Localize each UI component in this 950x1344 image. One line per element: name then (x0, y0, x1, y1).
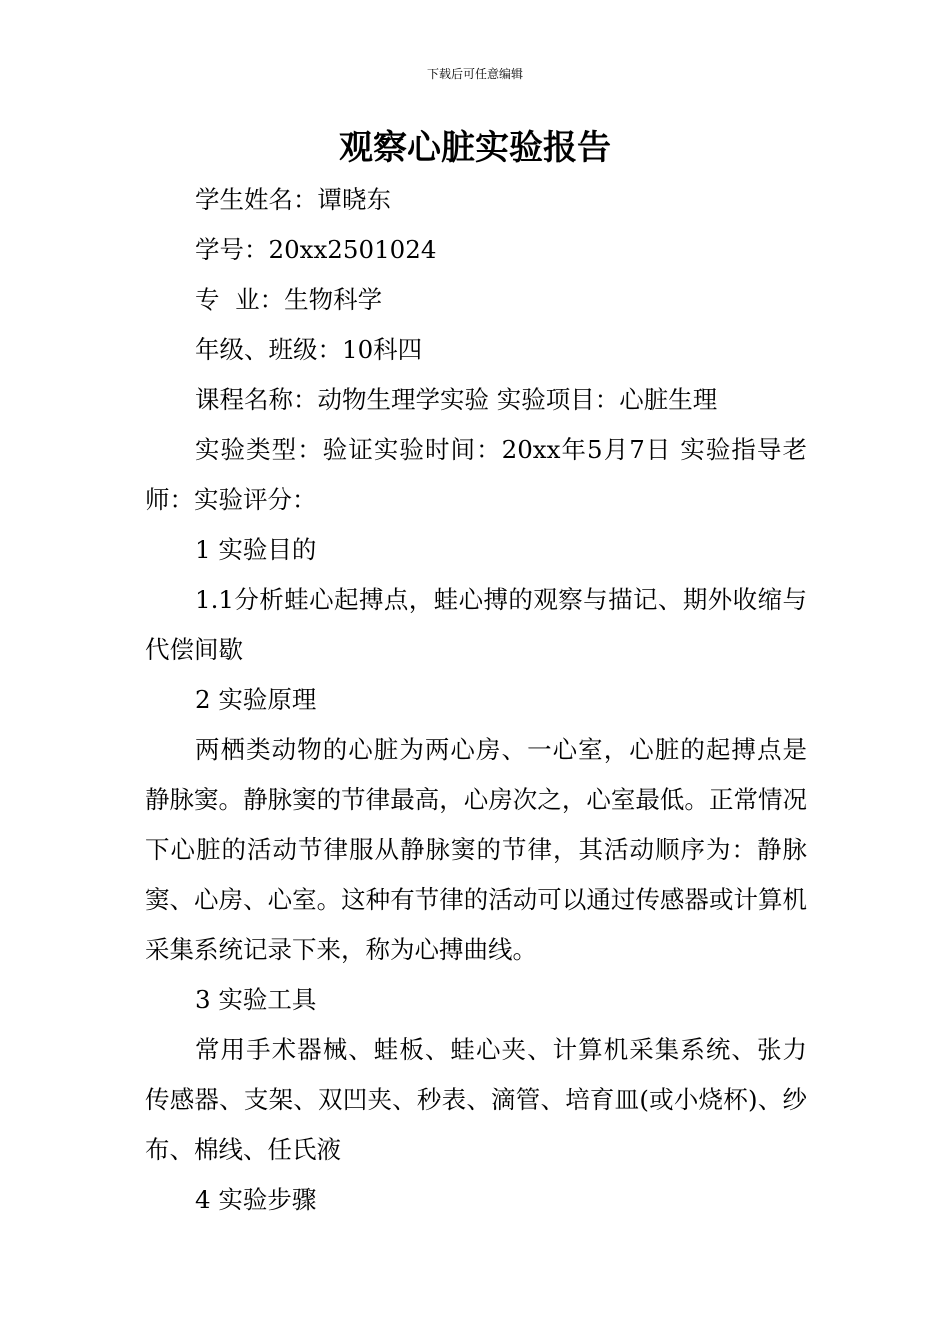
major-line: 专 业：生物科学 (195, 285, 383, 314)
student-id-line: 学号：20xx2501024 (195, 235, 437, 264)
purpose-paragraph: 1.1分析蛙心起搏点，蛙心搏的观察与描记、期外收缩与代偿间歇 (145, 585, 807, 664)
document-body (145, 175, 807, 1225)
section-heading-purpose: 1 实验目的 (195, 535, 317, 564)
experiment-info-line: 实验类型：验证实验时间：20xx年5月7日 实验指导老师：实验评分： (145, 435, 807, 514)
student-name-line: 学生姓名：谭晓东 (195, 185, 391, 214)
section-heading-tools: 3 实验工具 (195, 985, 317, 1014)
grade-class-line: 年级、班级：10科四 (195, 335, 423, 364)
page-title: 观察心脏实验报告 (339, 128, 611, 168)
course-line: 课程名称：动物生理学实验 实验项目：心脏生理 (195, 385, 718, 414)
section-heading-principle: 2 实验原理 (195, 685, 317, 714)
section-heading-steps: 4 实验步骤 (195, 1185, 317, 1214)
principle-paragraph: 两栖类动物的心脏为两心房、一心室，心脏的起搏点是静脉窦。静脉窦的节律最高，心房次之，心室最低。正常情况下心脏的活动节律服从静脉窦的节律，其活动顺序为：静脉窦、心房、心室。这种有节律的活动可以通过传感器或计算机采集系统记录下来，称为心搏曲线。 (145, 735, 807, 964)
header-note: 下载后可任意编辑 (426, 67, 523, 81)
tools-paragraph: 常用手术器械、蛙板、蛙心夹、计算机采集系统、张力传感器、支架、双凹夹、秒表、滴管、培育皿(或小烧杯)、纱布、棉线、任氏液 (145, 1035, 807, 1164)
